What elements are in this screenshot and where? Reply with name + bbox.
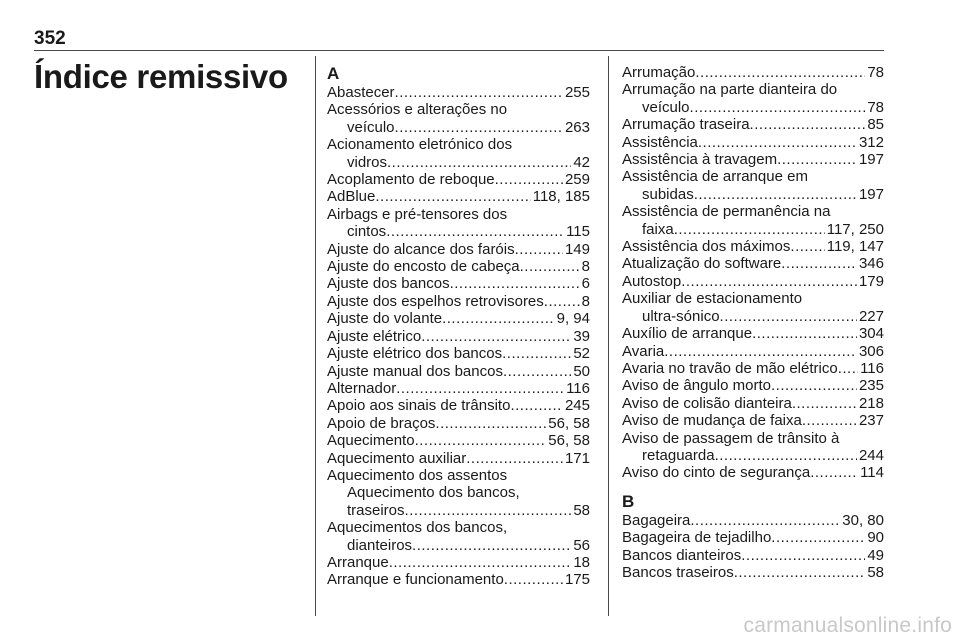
index-entry — [622, 430, 884, 465]
index-column-a-right — [622, 64, 884, 581]
dot-leader — [415, 432, 547, 449]
dot-leader — [389, 554, 572, 571]
dot-leader — [395, 119, 563, 136]
entry-title: Alternador — [327, 379, 397, 397]
dot-leader — [790, 238, 824, 255]
entry-title: veículo — [642, 98, 690, 116]
entry-row — [327, 450, 590, 467]
entry-page-ref[interactable]: 56, 58 — [548, 414, 590, 432]
entry-row — [622, 151, 884, 168]
dot-leader — [734, 564, 866, 581]
entry-row — [327, 84, 590, 101]
entry-page-ref[interactable]: 58 — [867, 563, 884, 581]
dot-leader — [503, 363, 571, 380]
dot-leader — [750, 116, 866, 133]
entry-title: Ajuste elétrico — [327, 327, 422, 345]
entry-page-ref[interactable]: 237 — [858, 412, 884, 430]
dot-leader — [504, 571, 563, 588]
index-entry — [327, 363, 590, 380]
entry-title: Ajuste do alcance dos faróis — [327, 240, 515, 258]
entry-row — [327, 432, 590, 449]
entry-page-ref[interactable]: 175 — [564, 571, 590, 589]
entry-title: Ajuste manual dos bancos — [327, 362, 503, 380]
entry-row — [327, 397, 590, 414]
entry-title: Ajuste do encosto de cabeça — [327, 258, 520, 276]
entry-page-ref[interactable]: 179 — [858, 272, 884, 290]
entry-page-ref[interactable]: 244 — [858, 446, 884, 464]
entry-page-ref[interactable]: 116 — [860, 359, 884, 377]
entry-page-ref[interactable]: 115 — [566, 223, 590, 241]
entry-row — [327, 310, 590, 327]
entry-row — [327, 502, 590, 519]
dot-leader — [741, 547, 865, 564]
index-entry — [327, 345, 590, 362]
page-number: 352 — [34, 28, 66, 49]
dot-leader — [695, 64, 865, 81]
dot-leader — [450, 275, 580, 292]
entry-page-ref[interactable]: 235 — [858, 377, 884, 395]
entry-title: Apoio de braços — [327, 414, 436, 432]
column-divider-left — [315, 56, 316, 616]
entry-title: faixa — [642, 220, 674, 238]
index-entry — [622, 325, 884, 342]
index-entry — [327, 571, 590, 588]
entry-title: Ajuste dos bancos — [327, 275, 450, 293]
entry-page-ref[interactable]: 118, 185 — [532, 188, 590, 206]
entry-title: vidros — [347, 153, 388, 171]
entry-heading-line: Assistência de permanência na — [622, 203, 831, 221]
entry-title: dianteiros — [347, 536, 413, 554]
entry-title: Ajuste dos espelhos retrovisores — [327, 292, 544, 310]
entry-page-ref[interactable]: 149 — [564, 240, 590, 258]
index-entry — [327, 415, 590, 432]
entry-heading-line: Acessórios e alterações no — [327, 101, 508, 119]
entry-page-ref[interactable]: 78 — [867, 64, 884, 81]
entry-row — [327, 119, 590, 136]
entry-page-ref[interactable]: 90 — [867, 529, 884, 547]
entry-title: Atualização do software — [622, 255, 782, 273]
entry-title: Arranque e funcionamento — [327, 571, 504, 589]
entry-row — [327, 188, 590, 205]
entry-heading-line: Aviso de passagem de trânsito à — [622, 429, 840, 447]
entry-heading-line: Aquecimento dos assentos — [327, 466, 508, 484]
entry-heading-line: Airbags e pré-tensores dos — [327, 205, 508, 223]
index-entry — [622, 64, 884, 81]
index-entry — [622, 255, 884, 272]
entry-row — [327, 328, 590, 345]
entry-title: traseiros — [347, 501, 405, 519]
entry-title: Assistência dos máximos — [622, 238, 791, 256]
entry-title: Ajuste do volante — [327, 310, 443, 328]
index-entry — [327, 380, 590, 397]
entry-title: AdBlue — [327, 188, 376, 206]
dot-leader — [777, 151, 857, 168]
entry-row — [327, 154, 590, 171]
entry-page-ref[interactable]: 85 — [867, 116, 884, 134]
entry-title: Aviso de colisão dianteira — [622, 394, 792, 412]
dot-leader — [720, 308, 857, 325]
entry-row — [327, 537, 590, 554]
entry-row — [622, 512, 884, 529]
dot-leader — [502, 345, 571, 362]
entry-title: Ajuste elétrico dos bancos — [327, 345, 503, 363]
index-entry — [622, 168, 884, 203]
dot-leader — [395, 84, 563, 101]
index-entry — [622, 151, 884, 168]
dot-leader — [412, 537, 571, 554]
entry-heading-line: Aquecimentos dos bancos, — [327, 519, 508, 537]
index-entry — [622, 564, 884, 581]
entry-row — [622, 395, 884, 412]
dot-leader — [690, 512, 840, 529]
entry-row — [327, 241, 590, 258]
entry-title: Assistência à travagem — [622, 151, 778, 169]
entry-page-ref[interactable]: 304 — [858, 325, 884, 343]
index-entry — [622, 134, 884, 151]
dot-leader — [771, 377, 857, 394]
entry-heading-line: Arrumação na parte dianteira do — [622, 81, 838, 99]
entry-title: Arrumação traseira — [622, 116, 750, 134]
entry-page-ref[interactable]: 50 — [573, 362, 590, 380]
entry-row — [622, 116, 884, 133]
entry-title: Auxílio de arranque — [622, 325, 753, 343]
index-entry — [622, 395, 884, 412]
entry-row — [622, 529, 884, 546]
index-entry — [622, 377, 884, 394]
entry-page-ref[interactable]: 227 — [858, 307, 884, 325]
entry-row — [327, 258, 590, 275]
index-entries — [622, 512, 884, 582]
index-entry — [327, 188, 590, 205]
index-entry — [327, 136, 590, 171]
dot-leader — [838, 360, 858, 377]
index-entry — [622, 464, 884, 481]
entry-row — [622, 547, 884, 564]
entry-title: ultra-sónico — [642, 307, 720, 325]
entry-page-ref[interactable]: 263 — [564, 118, 590, 136]
entry-page-ref[interactable]: 8 — [581, 258, 590, 276]
entry-row — [622, 377, 884, 394]
entry-title: Autostop — [622, 272, 682, 290]
entry-row — [622, 255, 884, 272]
entry-title: Avaria no travão de mão elétrico — [622, 359, 838, 377]
header-rule — [34, 50, 884, 51]
index-entries — [327, 84, 590, 589]
entry-page-ref[interactable]: 259 — [564, 171, 590, 189]
entry-row — [622, 186, 884, 203]
index-entry — [327, 310, 590, 327]
entry-page-ref[interactable]: 49 — [867, 546, 884, 564]
index-entry — [622, 238, 884, 255]
entry-page-ref[interactable]: 9, 94 — [556, 310, 590, 328]
dot-leader — [715, 447, 857, 464]
dot-leader — [810, 464, 858, 481]
dot-leader — [421, 328, 571, 345]
entry-row — [622, 360, 884, 377]
entry-title: Acoplamento de reboque — [327, 171, 495, 189]
dot-leader — [681, 273, 857, 290]
index-entry — [327, 241, 590, 258]
entry-page-ref[interactable]: 119, 147 — [826, 238, 884, 256]
entry-page-ref[interactable]: 171 — [564, 449, 590, 467]
index-entry — [622, 547, 884, 564]
dot-leader — [520, 258, 580, 275]
dot-leader — [544, 293, 580, 310]
entry-row — [327, 380, 590, 397]
entry-page-ref[interactable]: 78 — [867, 98, 884, 116]
index-entry — [327, 101, 590, 136]
index-entry — [622, 343, 884, 360]
index-entry — [622, 273, 884, 290]
entry-page-ref[interactable]: 114 — [860, 464, 884, 482]
index-entry — [622, 412, 884, 429]
index-entry — [622, 360, 884, 377]
dot-leader — [792, 395, 857, 412]
entry-row — [622, 447, 884, 464]
entry-title: Bancos traseiros — [622, 563, 734, 581]
entry-page-ref[interactable]: 6 — [581, 275, 590, 293]
entry-page-ref[interactable]: 30, 80 — [842, 511, 884, 529]
index-entry — [327, 258, 590, 275]
entry-heading-line: Auxiliar de estacionamento — [622, 290, 803, 308]
index-entry — [327, 171, 590, 188]
index-entry — [622, 81, 884, 116]
dot-leader — [515, 241, 563, 258]
entry-row — [622, 99, 884, 116]
entry-page-ref[interactable]: 255 — [564, 84, 590, 101]
entry-title: Aviso de mudança de faixa — [622, 412, 802, 430]
entry-page-ref[interactable]: 116 — [566, 379, 590, 397]
entry-page-ref[interactable]: 312 — [858, 133, 884, 151]
entry-title: Assistência — [622, 133, 698, 151]
dot-leader — [466, 450, 563, 467]
entry-page-ref[interactable]: 56 — [573, 536, 590, 554]
entry-row — [622, 564, 884, 581]
index-entry — [327, 519, 590, 554]
entry-row — [327, 363, 590, 380]
entry-heading-line: Assistência de arranque em — [622, 168, 808, 186]
index-entry — [327, 275, 590, 292]
dot-leader — [510, 397, 563, 414]
index-entry — [622, 116, 884, 133]
entry-title: retaguarda — [642, 446, 715, 464]
entry-title: Bagageira — [622, 511, 691, 529]
entry-page-ref[interactable]: 197 — [858, 185, 884, 203]
entry-page-ref[interactable]: 306 — [858, 342, 884, 360]
dot-leader — [694, 186, 857, 203]
index-entry — [622, 529, 884, 546]
entry-title: Bancos dianteiros — [622, 546, 742, 564]
dot-leader — [752, 325, 857, 342]
entry-row — [327, 223, 590, 240]
entry-row — [327, 275, 590, 292]
index-entry — [622, 203, 884, 238]
entry-row — [622, 308, 884, 325]
dot-leader — [802, 412, 857, 429]
dot-leader — [405, 502, 572, 519]
dot-leader — [664, 343, 857, 360]
entry-page-ref[interactable]: 58 — [573, 501, 590, 519]
column-divider-right — [608, 56, 609, 616]
entry-page-ref[interactable]: 218 — [858, 394, 884, 412]
entry-page-ref[interactable]: 117, 250 — [826, 220, 884, 238]
entry-row — [622, 412, 884, 429]
dot-leader — [781, 255, 857, 272]
index-entry — [327, 206, 590, 241]
entry-title: Aquecimento — [327, 432, 415, 450]
dot-leader — [771, 529, 865, 546]
entry-row — [327, 415, 590, 432]
entry-page-ref[interactable]: 18 — [573, 553, 590, 571]
entry-page-ref[interactable]: 8 — [581, 292, 590, 310]
entry-title: subidas — [642, 185, 694, 203]
entry-title: Aviso de ângulo morto — [622, 377, 771, 395]
entry-title: Arranque — [327, 553, 389, 571]
entry-page-ref[interactable]: 39 — [573, 327, 590, 345]
entry-title: Arrumação — [622, 64, 696, 81]
index-letter-a: A — [327, 64, 340, 83]
entry-row — [622, 343, 884, 360]
entry-page-ref[interactable]: 245 — [564, 397, 590, 415]
dot-leader — [435, 415, 546, 432]
dot-leader — [698, 134, 857, 151]
index-entry — [622, 290, 884, 325]
entry-page-ref[interactable]: 197 — [858, 151, 884, 169]
entry-title: Avaria — [622, 342, 665, 360]
index-entry — [327, 467, 590, 519]
dot-leader — [387, 154, 571, 171]
entry-page-ref[interactable]: 56, 58 — [548, 432, 590, 450]
dot-leader — [386, 223, 564, 240]
entry-title: cintos — [347, 223, 387, 241]
index-entry — [327, 432, 590, 449]
entry-heading-line: Acionamento eletrónico dos — [327, 136, 513, 154]
entry-row — [622, 238, 884, 255]
entry-row — [327, 571, 590, 588]
index-column-a-left — [327, 64, 590, 589]
entry-page-ref[interactable]: 42 — [573, 153, 590, 171]
index-letter-b: B — [622, 491, 635, 511]
watermark: carmanualsonline.info — [743, 614, 952, 637]
dot-leader — [375, 188, 530, 205]
dot-leader — [690, 99, 866, 116]
entry-row — [622, 273, 884, 290]
entry-title: Apoio aos sinais de trânsito — [327, 397, 511, 415]
dot-leader — [442, 310, 555, 327]
entry-title: veículo — [347, 118, 395, 136]
entry-title: Abastecer — [327, 84, 395, 101]
entry-page-ref[interactable]: 52 — [573, 345, 590, 363]
entry-row — [622, 464, 884, 481]
entry-row — [622, 221, 884, 238]
index-entry — [327, 450, 590, 467]
entry-row — [622, 64, 884, 81]
entry-heading-line: Aquecimento dos bancos, — [347, 484, 520, 502]
entry-row — [622, 134, 884, 151]
dot-leader — [495, 171, 563, 188]
entry-row — [327, 554, 590, 571]
index-entries — [622, 64, 884, 482]
index-entry — [327, 554, 590, 571]
entry-row — [327, 293, 590, 310]
index-entry — [327, 397, 590, 414]
entry-row — [327, 171, 590, 188]
dot-leader — [396, 380, 564, 397]
entry-title: Aquecimento auxiliar — [327, 449, 467, 467]
entry-row — [622, 325, 884, 342]
entry-title: Aviso do cinto de segurança — [622, 464, 811, 482]
section-title: Índice remissivo — [34, 58, 288, 95]
entry-page-ref[interactable]: 346 — [858, 255, 884, 273]
entry-row — [327, 345, 590, 362]
index-entry — [327, 293, 590, 310]
index-entry — [622, 512, 884, 529]
index-entry — [327, 328, 590, 345]
dot-leader — [674, 221, 825, 238]
index-entry — [327, 84, 590, 101]
entry-title: Bagageira de tejadilho — [622, 529, 772, 547]
